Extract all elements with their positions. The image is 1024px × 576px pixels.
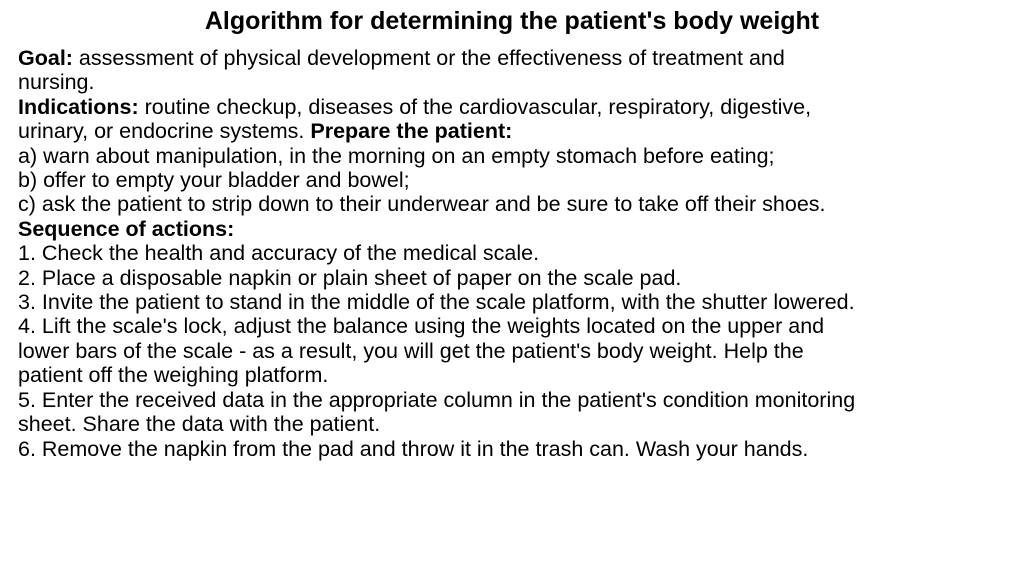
goal-line-1 bbox=[18, 46, 1018, 70]
goal-text-1: assessment of physical development or the effectiveness of treatment and bbox=[72, 46, 785, 70]
prepare-label: Prepare the patient: bbox=[310, 119, 513, 144]
sequence-label: Sequence of actions: bbox=[18, 216, 235, 241]
prepare-item: a) warn about manipulation, in the morning on an empty stomach before eating; bbox=[18, 143, 775, 168]
sequence-step-line: lower bars of the scale - as a result, you will get the patient's body weight. Help the bbox=[18, 338, 804, 363]
indications-line-2 bbox=[18, 119, 1018, 143]
sequence-step-line: 4. Lift the scale's lock, adjust the balance using the weights located on the upper and bbox=[18, 314, 825, 339]
sequence-step-line: sheet. Share the data with the patient. bbox=[18, 412, 381, 437]
goal-label: Goal: bbox=[18, 46, 73, 70]
sequence-step-line: 2. Place a disposable napkin or plain sheet of paper on the scale pad. bbox=[18, 265, 682, 290]
prepare-item: c) ask the patient to strip down to their underwear and be sure to take off their shoes. bbox=[18, 192, 826, 217]
slide-title: Algorithm for determining the patient's body weight bbox=[204, 7, 820, 35]
indications-label: Indications: bbox=[18, 94, 139, 119]
sequence-step-line: 5. Enter the received data in the appropriate column in the patient's condition monitoring bbox=[18, 387, 856, 412]
sequence-step-line: 6. Remove the napkin from the pad and throw it in the trash can. Wash your hands. bbox=[18, 436, 809, 461]
indications-text-2: urinary, or endocrine systems. bbox=[18, 119, 311, 144]
sequence-step-line: 1. Check the health and accuracy of the medical scale. bbox=[18, 241, 540, 266]
indications-line-1 bbox=[18, 95, 1018, 119]
goal-line-2: nursing. bbox=[18, 70, 95, 95]
indications-text-1: routine checkup, diseases of the cardiovascular, respiratory, digestive, bbox=[138, 94, 812, 119]
slide-body bbox=[18, 46, 1018, 461]
sequence-step-line: 3. Invite the patient to stand in the middle of the scale platform, with the shutter lowered. bbox=[18, 290, 855, 315]
prepare-item: b) offer to empty your bladder and bowel; bbox=[18, 168, 410, 193]
sequence-step-line: patient off the weighing platform. bbox=[18, 363, 329, 388]
